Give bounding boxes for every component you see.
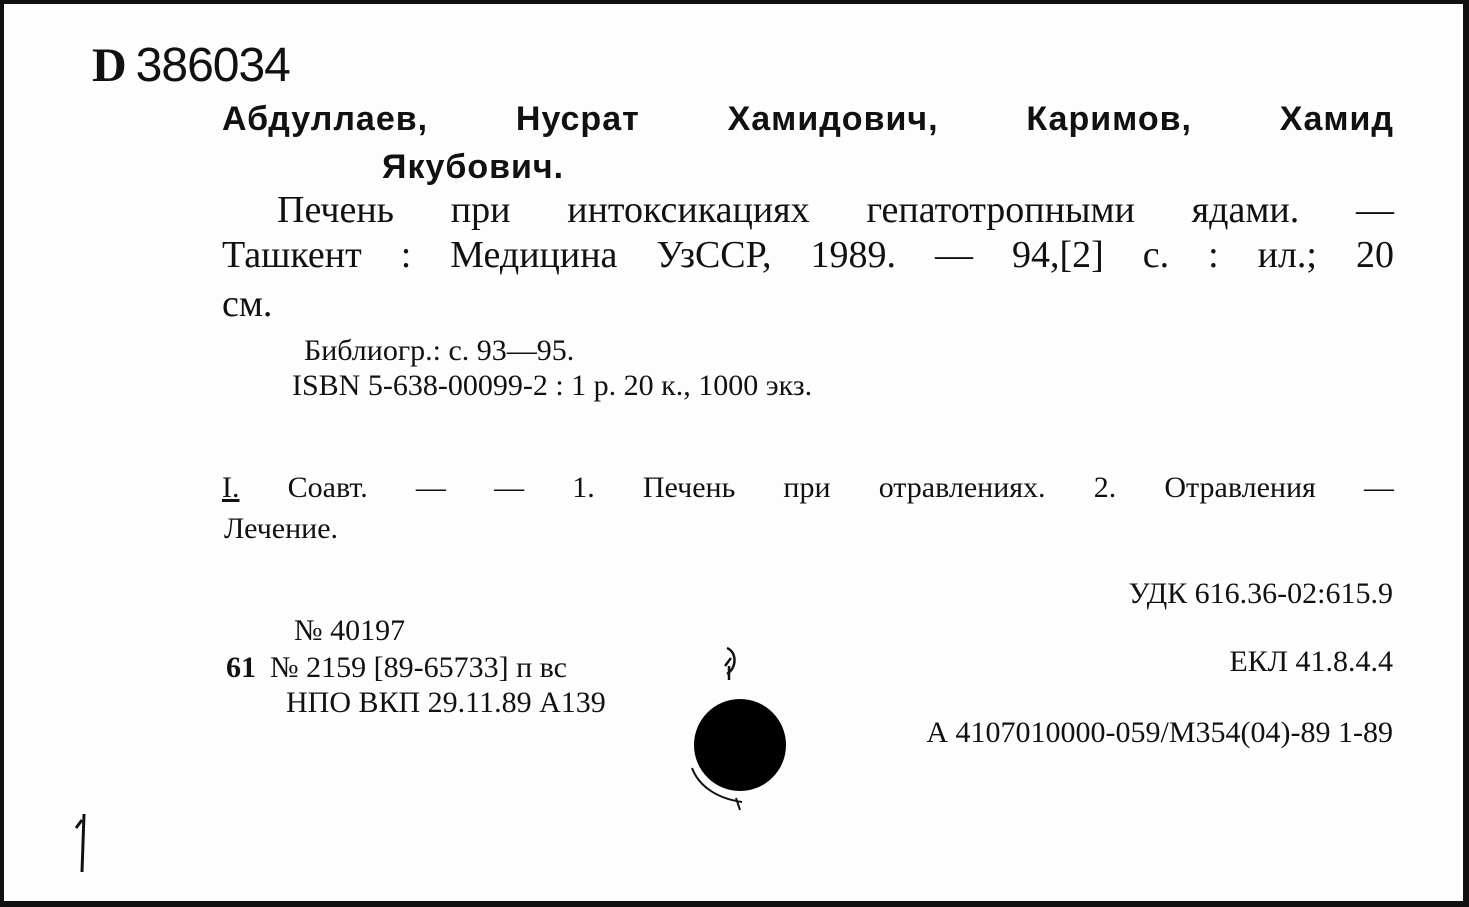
subject-word: отравлениях. [878, 471, 1046, 504]
subject-word: при [783, 471, 831, 504]
order-number: № 40197 [294, 614, 406, 647]
subject-word: 2. [1093, 471, 1117, 504]
call-number-prefix: D [92, 39, 126, 92]
pencil-mark [709, 644, 749, 684]
author-word: Хамид [1279, 100, 1394, 138]
title-word: — [934, 234, 973, 276]
title-word: 94,[2] [1011, 234, 1104, 276]
ekl-code: ЕКЛ 41.8.4.4 [1229, 645, 1393, 678]
title-word: : [400, 234, 412, 276]
catalog-prefix: 61 [226, 651, 256, 684]
call-number-value: 386034 [135, 39, 290, 92]
title-word: : [1208, 234, 1219, 276]
call-number [92, 38, 290, 93]
bibliography-note: Библиогр.: с. 93—95. [304, 334, 575, 367]
authors-line-1 [222, 100, 1394, 139]
subject-word: Печень [642, 471, 736, 504]
subject-word: Соавт. [287, 471, 368, 504]
title-word: гепатотропными [866, 189, 1135, 231]
title-word: УзССР, [656, 234, 772, 276]
title-word: 20 [1355, 234, 1394, 276]
title-line-1 [222, 188, 1394, 232]
subject-word: — [494, 471, 525, 504]
subject-word: Отравления [1164, 471, 1316, 504]
subject-word: — [1363, 471, 1394, 504]
hole-tear-mark [684, 764, 754, 814]
title-word: — [1356, 189, 1394, 231]
author-word: Абдуллаев, [222, 100, 429, 138]
margin-tick-mark [72, 812, 94, 876]
subjects-line-1 [222, 471, 1394, 505]
udk-code: УДК 616.36-02:615.9 [1128, 577, 1393, 610]
title-word: Ташкент [222, 234, 362, 276]
publisher-line: НПО ВКП 29.11.89 А139 [286, 686, 606, 719]
title-word: ядами. [1191, 189, 1300, 231]
title-word: с. [1142, 234, 1170, 276]
a-code: А 4107010000-059/М354(04)-89 1-89 [926, 716, 1393, 749]
isbn-line: ISBN 5-638-00099-2 : 1 р. 20 к., 1000 экз. [292, 369, 813, 402]
author-word: Хамидович, [727, 100, 939, 138]
subjects-line-2: Лечение. [224, 512, 339, 545]
subject-word: 1. [572, 471, 595, 504]
title-word: при [450, 189, 511, 231]
title-word: Медицина [450, 234, 618, 276]
title-word: интоксикациях [567, 189, 810, 231]
title-word: Печень [277, 189, 395, 231]
author-word: Каримов, [1026, 100, 1192, 138]
subject-word: I. [222, 471, 240, 504]
title-line-2 [222, 233, 1394, 277]
author-word: Нусрат [515, 100, 640, 138]
title-word: ил.; [1257, 234, 1317, 276]
title-line-3: см. [222, 283, 273, 325]
subject-word: — [415, 471, 446, 504]
authors-line-2: Якубович. [382, 148, 565, 186]
accession-number: № 2159 [89-65733] п вс [270, 651, 567, 684]
title-word: 1989. [810, 234, 897, 276]
